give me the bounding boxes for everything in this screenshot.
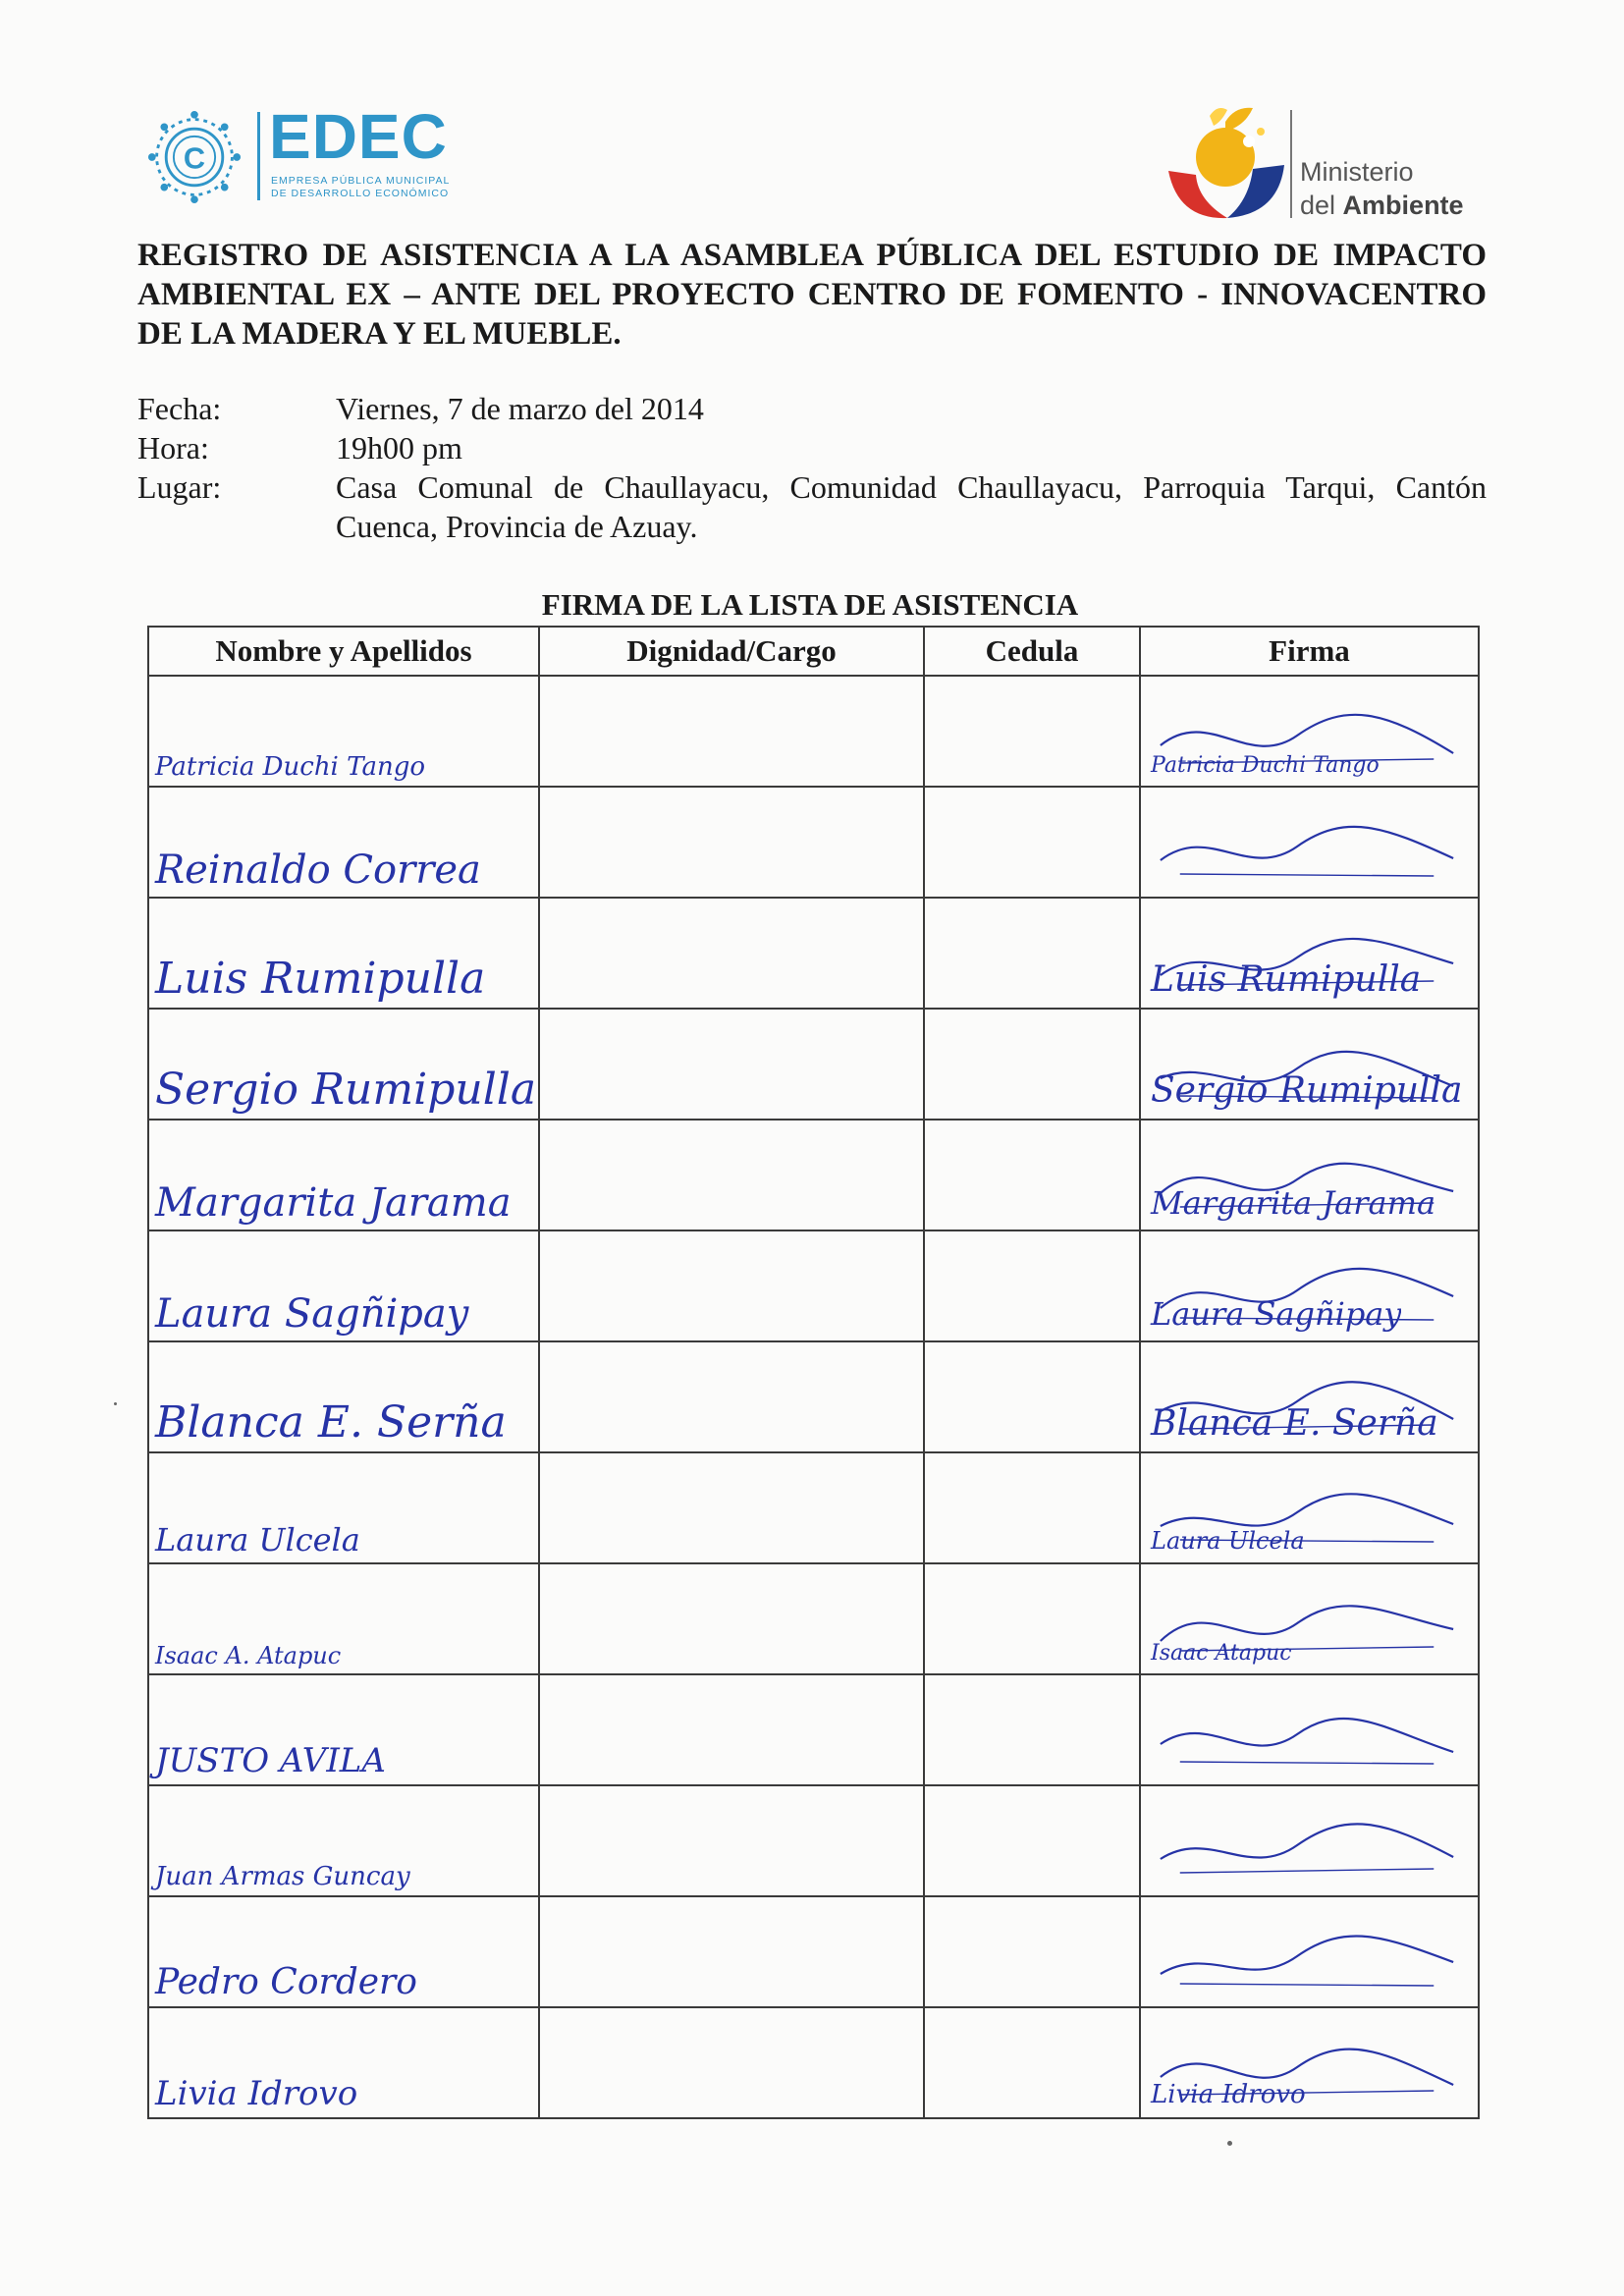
cargo-cell: [539, 1230, 924, 1341]
cargo-cell: [539, 676, 924, 787]
table-row: [148, 787, 1479, 898]
signature: [1141, 1675, 1478, 1784]
table-row: [148, 1785, 1479, 1896]
signature: [1141, 1231, 1478, 1340]
name-cell: [148, 1785, 539, 1896]
signature: [1141, 1564, 1478, 1673]
handwritten-name: Luis Rumipulla: [155, 954, 486, 1004]
name-cell: [148, 1563, 539, 1674]
cedula-cell: [924, 1341, 1140, 1452]
edec-subtitle-line1: EMPRESA PÚBLICA MUNICIPAL: [271, 175, 451, 187]
table-row: [148, 1009, 1479, 1120]
fecha-label: Fecha:: [137, 391, 222, 426]
signature-text: [1145, 889, 1151, 893]
firma-cell: [1140, 1230, 1479, 1341]
cargo-cell: [539, 1674, 924, 1785]
cedula-cell: [924, 676, 1140, 787]
signature: [1141, 1786, 1478, 1895]
cargo-cell: [539, 1452, 924, 1563]
hora-row: [137, 428, 1487, 467]
edec-seal-letter: C: [183, 140, 206, 176]
name-cell: [148, 676, 539, 787]
column-header-cargo: Dignidad/Cargo: [539, 627, 924, 676]
signature-text: Laura Sagñipay: [1151, 1295, 1402, 1333]
handwritten-name: Isaac A. Atapuc: [155, 1642, 342, 1669]
signature-scribble-icon: [1141, 788, 1478, 897]
ministerio-flower-icon: [1159, 102, 1286, 224]
fecha-row: [137, 389, 1487, 428]
ministerio-line1: Ministerio: [1300, 157, 1414, 187]
handwritten-name: Reinaldo Correa: [155, 847, 481, 893]
name-cell: [148, 898, 539, 1009]
signature: [1141, 677, 1478, 786]
lugar-label: Lugar:: [137, 469, 222, 505]
cargo-cell: [539, 2007, 924, 2118]
firma-cell: [1140, 1120, 1479, 1230]
name-cell: [148, 1674, 539, 1785]
table-row: [148, 1674, 1479, 1785]
handwritten-name: Juan Armas Guncay: [155, 1862, 410, 1891]
table-row: [148, 1896, 1479, 2007]
signature-text: Isaac Atapuc: [1151, 1641, 1292, 1666]
cedula-cell: [924, 787, 1140, 898]
firma-cell: [1140, 787, 1479, 898]
paper-speck: [1227, 2141, 1232, 2146]
name-cell: [148, 1452, 539, 1563]
hora-label: Hora:: [137, 430, 209, 465]
ministerio-divider: [1290, 110, 1292, 218]
edec-seal-icon: [147, 110, 242, 204]
signature-text: [1145, 1998, 1151, 2002]
name-cell: [148, 1896, 539, 2007]
handwritten-name: Pedro Cordero: [155, 1962, 417, 2002]
signature-scribble-icon: [1141, 1786, 1478, 1895]
signature-text: Blanca E. Serña: [1151, 1403, 1438, 1444]
ministerio-line2-bold: Ambiente: [1342, 191, 1464, 220]
table-header-row: [148, 627, 1479, 676]
firma-cell: [1140, 1452, 1479, 1563]
handwritten-name: Laura Sagñipay: [155, 1291, 469, 1337]
cedula-cell: [924, 1785, 1140, 1896]
edec-logo: [147, 101, 461, 204]
handwritten-name: Sergio Rumipulla: [155, 1065, 537, 1115]
name-cell: [148, 1341, 539, 1452]
cedula-cell: [924, 1452, 1140, 1563]
cedula-cell: [924, 1120, 1140, 1230]
firma-cell: [1140, 898, 1479, 1009]
cedula-cell: [924, 1230, 1140, 1341]
firma-cell: [1140, 676, 1479, 787]
firma-cell: [1140, 1785, 1479, 1896]
table-row: [148, 1452, 1479, 1563]
signature-text: Laura Ulcela: [1151, 1527, 1305, 1555]
signature-text: Luis Rumipulla: [1151, 959, 1422, 1000]
cedula-cell: [924, 1563, 1140, 1674]
cargo-cell: [539, 1009, 924, 1120]
signature-text: [1145, 1887, 1151, 1891]
document-title: REGISTRO DE ASISTENCIA A LA ASAMBLEA PÚBLICA DEL ESTUDIO DE IMPACTO AMBIENTAL EX – ANTE DEL PROYECTO CENTRO DE FOMENTO - INNOVACENTRO DE LA MADERA Y EL MUEBLE.: [137, 238, 1487, 352]
attendance-table: [147, 626, 1480, 2119]
signature-scribble-icon: [1141, 1675, 1478, 1784]
edec-subtitle: [271, 175, 467, 200]
handwritten-name: Blanca E. Serña: [155, 1397, 507, 1448]
ministerio-line2: [1300, 191, 1464, 221]
firma-cell: [1140, 1896, 1479, 2007]
firma-cell: [1140, 2007, 1479, 2118]
firma-cell: [1140, 1341, 1479, 1452]
hora-value: 19h00 pm: [336, 430, 462, 465]
cargo-cell: [539, 1896, 924, 2007]
ministerio-logo: [1159, 102, 1483, 230]
table-row: [148, 1120, 1479, 1230]
name-cell: [148, 2007, 539, 2118]
edec-name: EDEC: [269, 101, 448, 172]
cargo-cell: [539, 787, 924, 898]
signature-scribble-icon: [1141, 1897, 1478, 2006]
handwritten-name: Livia Idrovo: [155, 2074, 358, 2113]
signature-text: Patricia Duchi Tango: [1151, 753, 1380, 778]
edec-divider: [257, 112, 260, 200]
meeting-details: [137, 389, 1487, 546]
edec-subtitle-line2: DE DESARROLLO ECONÓMICO: [271, 188, 450, 199]
signature: [1141, 1897, 1478, 2006]
lugar-row: [137, 467, 1487, 546]
signature: [1141, 899, 1478, 1008]
table-row: [148, 1563, 1479, 1674]
fecha-value: Viernes, 7 de marzo del 2014: [336, 391, 704, 426]
cargo-cell: [539, 1785, 924, 1896]
lugar-value: Casa Comunal de Chaullayacu, Comunidad Chaullayacu, Parroquia Tarqui, Cantón Cuenca, Provincia de Azuay.: [336, 469, 1487, 544]
cedula-cell: [924, 1674, 1140, 1785]
signature-text: [1145, 1777, 1151, 1780]
table-row: [148, 1230, 1479, 1341]
list-title: FIRMA DE LA LISTA DE ASISTENCIA: [541, 587, 1079, 622]
name-cell: [148, 787, 539, 898]
column-header-name: Nombre y Apellidos: [148, 627, 539, 676]
signature: [1141, 2008, 1478, 2117]
handwritten-name: Margarita Jarama: [155, 1180, 512, 1226]
table-row: [148, 1341, 1479, 1452]
attendance-rows: [148, 676, 1479, 2118]
cedula-cell: [924, 1896, 1140, 2007]
name-cell: [148, 1120, 539, 1230]
signature: [1141, 788, 1478, 897]
signature: [1141, 1010, 1478, 1119]
signature-text: Sergio Rumipulla: [1151, 1070, 1463, 1111]
column-header-firma: Firma: [1140, 627, 1479, 676]
ministerio-line2-prefix: del: [1300, 191, 1343, 220]
cargo-cell: [539, 898, 924, 1009]
cargo-cell: [539, 1120, 924, 1230]
name-cell: [148, 1230, 539, 1341]
signature: [1141, 1342, 1478, 1451]
table-row: [148, 898, 1479, 1009]
firma-cell: [1140, 1674, 1479, 1785]
handwritten-name: JUSTO AVILA: [155, 1741, 386, 1780]
signature: [1141, 1121, 1478, 1230]
table-row: [148, 676, 1479, 787]
cedula-cell: [924, 898, 1140, 1009]
handwritten-name: Laura Ulcela: [155, 1521, 360, 1558]
paper-speck: [114, 1402, 117, 1405]
handwritten-name: Patricia Duchi Tango: [155, 752, 426, 782]
signature-text: Livia Idrovo: [1151, 2080, 1306, 2109]
cargo-cell: [539, 1341, 924, 1452]
firma-cell: [1140, 1563, 1479, 1674]
firma-cell: [1140, 1009, 1479, 1120]
cargo-cell: [539, 1563, 924, 1674]
signature-text: Margarita Jarama: [1151, 1184, 1436, 1222]
cedula-cell: [924, 1009, 1140, 1120]
table-row: [148, 2007, 1479, 2118]
name-cell: [148, 1009, 539, 1120]
signature: [1141, 1453, 1478, 1562]
cedula-cell: [924, 2007, 1140, 2118]
column-header-cedula: Cedula: [924, 627, 1140, 676]
